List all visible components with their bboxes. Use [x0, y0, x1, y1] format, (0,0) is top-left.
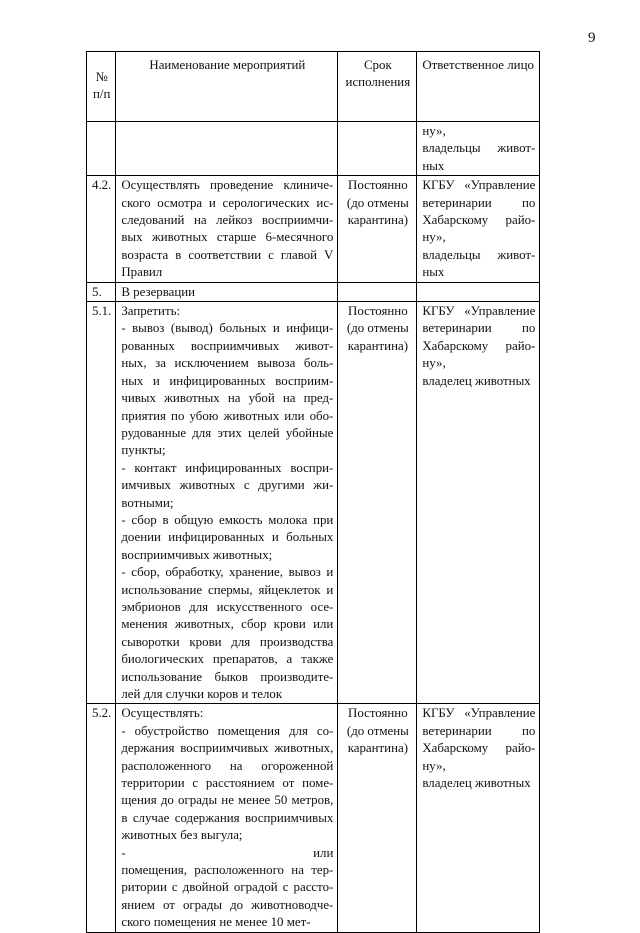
- activity-line: приятия по убою животных или обо-: [121, 408, 334, 423]
- page-number: 9: [588, 30, 596, 46]
- table-header-row: [87, 52, 540, 122]
- table-body: [87, 122, 540, 933]
- activity-line: Правил: [121, 265, 163, 280]
- responsible-line: КГБУ «Управление: [422, 178, 536, 193]
- activity-line: следований на лейкоз восприимчи-: [121, 213, 334, 228]
- responsible-line: ветеринарии по: [422, 723, 536, 738]
- measures-table: [86, 51, 540, 933]
- activity-line: чивых животных на убой на пред-: [121, 391, 334, 406]
- activity-line: использование спермы, яйцеклеток и: [121, 582, 334, 597]
- activity-line: вотными;: [121, 495, 174, 510]
- responsible-line: КГБУ «Управление: [422, 304, 536, 319]
- row-term: Постоянно (до отмены карантина): [338, 704, 417, 932]
- row-activity: [116, 704, 338, 932]
- responsible-line: ну»,: [422, 356, 446, 371]
- activity-line: В резервации: [121, 284, 196, 299]
- activity-line: держания восприимчивых животных,: [121, 741, 334, 756]
- responsible-line: владельцы живот-: [422, 141, 536, 156]
- responsible-line: владелец животных: [422, 373, 531, 388]
- row-term: [338, 282, 417, 301]
- activity-line: ных и инфицированных восприим-: [121, 373, 334, 388]
- activity-line: щения до ограды не менее 50 метров,: [121, 793, 334, 808]
- activity-line: лей для случки коров и телок: [121, 687, 283, 701]
- header-responsible: Ответственное лицо: [417, 52, 540, 122]
- row-responsible: [417, 302, 540, 704]
- responsible-line: ветеринарии по: [422, 195, 536, 210]
- activity-line: пункты;: [121, 443, 166, 458]
- activity-line: - контакт инфицированных воспри-: [121, 460, 334, 475]
- table-row: [87, 282, 540, 301]
- activity-line: менения животных, сбор крови или: [121, 617, 334, 632]
- row-number: 5.1.: [87, 302, 116, 704]
- responsible-line: Хабарскому райо-: [422, 213, 536, 228]
- activity-line: биологических препаратов, а также: [121, 652, 334, 667]
- activity-line: ского осмотра и серологических ис-: [121, 195, 334, 210]
- activity-line: в случае содержания восприимчивых: [121, 810, 334, 825]
- activity-line: ского помещения не менее 10 мет-: [121, 915, 311, 930]
- activity-line: - обустройство помещения для со-: [121, 723, 334, 738]
- responsible-line: ну»,: [422, 758, 446, 773]
- responsible-line: ных: [422, 265, 445, 280]
- activity-line: ных, за исключением вывоза боль-: [121, 356, 334, 371]
- activity-line: возраста в соответствии с главой V: [121, 247, 334, 262]
- activity-line: животных без выгула;: [121, 828, 243, 843]
- activity-line: рованных восприимчивых живот-: [121, 338, 334, 353]
- activity-line: вых животных старше 6-месячного: [121, 230, 334, 245]
- table-row: [87, 704, 540, 932]
- activity-line: эмбрионов для искусственного осе-: [121, 599, 334, 614]
- responsible-line: ветеринарии по: [422, 321, 536, 336]
- row-number: [87, 122, 116, 176]
- activity-line: Осуществлять проведение клиниче-: [121, 178, 334, 193]
- row-number: 4.2.: [87, 176, 116, 282]
- activity-line: рудованные для этих целей убойные: [121, 425, 334, 440]
- activity-line: янием от ограды до животноводче-: [121, 897, 334, 912]
- responsible-line: КГБУ «Управление: [422, 706, 536, 721]
- activity-line: ритории с двойной оградой с рассто-: [121, 880, 334, 895]
- responsible-line: ну»,: [422, 230, 446, 245]
- activity-line: - сбор в общую емкость молока при: [121, 512, 334, 527]
- activity-line: - сбор, обработку, хранение, вывоз и: [121, 565, 334, 580]
- responsible-line: Хабарскому райо-: [422, 338, 536, 353]
- row-responsible: [417, 704, 540, 932]
- header-term: Срок исполнения: [338, 52, 417, 122]
- activity-line: расположенного на огороженной: [121, 758, 334, 773]
- row-number: 5.2.: [87, 704, 116, 932]
- row-activity: [116, 122, 338, 176]
- activity-line: восприимчивых животных;: [121, 547, 273, 562]
- row-term: [338, 122, 417, 176]
- row-activity: [116, 302, 338, 704]
- activity-line: имчивых животных с другими жи-: [121, 478, 334, 493]
- responsible-line: Хабарскому райо-: [422, 741, 536, 756]
- row-activity: [116, 282, 338, 301]
- responsible-line: ну»,: [422, 124, 446, 138]
- header-number: № п/п: [87, 52, 116, 122]
- activity-line: Запретить:: [121, 304, 181, 319]
- activity-line: помещения, расположенного на тер-: [121, 863, 334, 878]
- responsible-line: владелец животных: [422, 776, 531, 791]
- row-responsible: [417, 176, 540, 282]
- responsible-line: владельцы живот-: [422, 247, 536, 262]
- table-row: [87, 302, 540, 704]
- activity-line: использование быков производите-: [121, 669, 334, 684]
- table-row: [87, 122, 540, 176]
- row-number: 5.: [87, 282, 116, 301]
- activity-line: сыворотки крови для производства: [121, 634, 334, 649]
- activity-line: - вывоз (вывод) больных и инфици-: [121, 321, 334, 336]
- activity-line: доении инфицированных и больных: [121, 530, 334, 545]
- activity-line: - или: [121, 845, 334, 860]
- header-activity: Наименование мероприятий: [116, 52, 338, 122]
- row-responsible: [417, 122, 540, 176]
- row-responsible: [417, 282, 540, 301]
- table-row: [87, 176, 540, 282]
- row-term: Постоянно (до отмены карантина): [338, 176, 417, 282]
- row-activity: [116, 176, 338, 282]
- responsible-line: ных: [422, 158, 445, 173]
- activity-line: территории с расстоянием от поме-: [121, 776, 334, 791]
- activity-line: Осуществлять:: [121, 706, 204, 721]
- row-term: Постоянно (до отмены карантина): [338, 302, 417, 704]
